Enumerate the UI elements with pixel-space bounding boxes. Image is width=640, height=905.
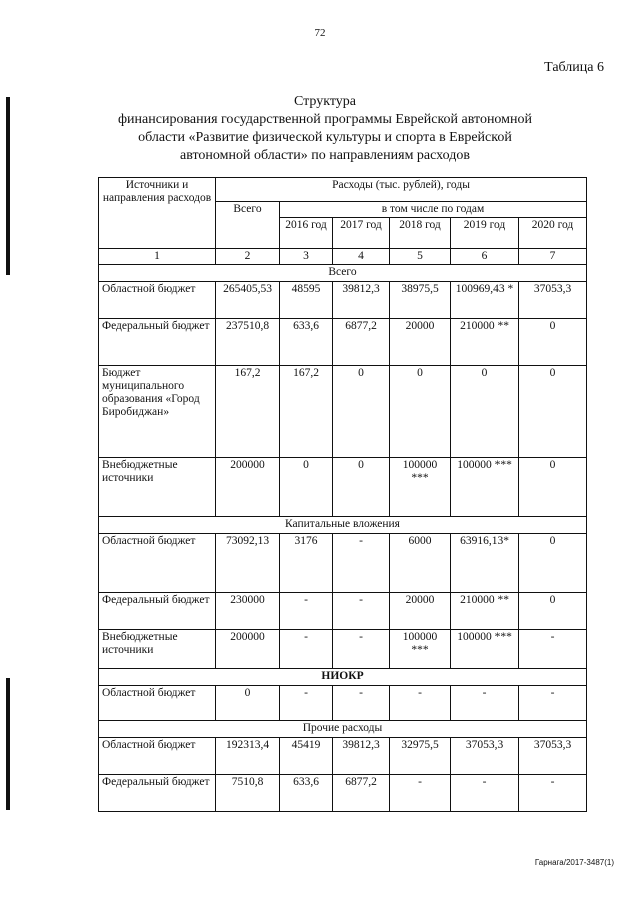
funding-source: Федеральный бюджет bbox=[99, 593, 216, 630]
amount-cell: - bbox=[280, 686, 333, 721]
amount-cell: 6877,2 bbox=[333, 775, 390, 812]
table-row bbox=[99, 738, 587, 775]
funding-source: Внебюджетные источники bbox=[99, 630, 216, 669]
amount-cell: 210000 ** bbox=[451, 319, 519, 366]
amount-cell: 38975,5 bbox=[390, 282, 451, 319]
amount-cell: 7510,8 bbox=[216, 775, 280, 812]
table-row bbox=[99, 630, 587, 669]
title-line: финансирования государственной программы Еврейской автономной bbox=[117, 112, 533, 127]
section-header-row bbox=[99, 721, 587, 738]
header-year: 2017 год bbox=[333, 218, 390, 249]
header-source-col: Источники и направления расходов bbox=[99, 178, 216, 249]
amount-cell: 37053,3 bbox=[519, 282, 587, 319]
document-title bbox=[60, 93, 590, 165]
title-line: Структура bbox=[293, 94, 357, 109]
column-number: 5 bbox=[390, 249, 451, 265]
amount-cell: 0 bbox=[280, 458, 333, 517]
table-row bbox=[99, 458, 587, 517]
section-header-row bbox=[99, 517, 587, 534]
amount-cell: 32975,5 bbox=[390, 738, 451, 775]
section-title: Капитальные вложения bbox=[99, 517, 587, 534]
amount-cell: 200000 bbox=[216, 458, 280, 517]
amount-cell: - bbox=[519, 775, 587, 812]
funding-source: Внебюджетные источники bbox=[99, 458, 216, 517]
header-by-years: в том числе по годам bbox=[280, 202, 587, 218]
header-row bbox=[99, 178, 587, 202]
column-number: 6 bbox=[451, 249, 519, 265]
amount-cell: - bbox=[390, 775, 451, 812]
amount-cell: 230000 bbox=[216, 593, 280, 630]
column-number: 3 bbox=[280, 249, 333, 265]
amount-cell: 0 bbox=[519, 534, 587, 593]
table-row bbox=[99, 282, 587, 319]
table-row bbox=[99, 534, 587, 593]
funding-source: Областной бюджет bbox=[99, 534, 216, 593]
header-year: 2016 год bbox=[280, 218, 333, 249]
amount-cell: 0 bbox=[216, 686, 280, 721]
funding-source: Областной бюджет bbox=[99, 686, 216, 721]
section-title: НИОКР bbox=[99, 669, 587, 686]
section-header-row bbox=[99, 669, 587, 686]
table-row bbox=[99, 319, 587, 366]
amount-cell: 0 bbox=[519, 458, 587, 517]
amount-cell: 0 bbox=[333, 458, 390, 517]
table-row bbox=[99, 775, 587, 812]
amount-cell: - bbox=[280, 630, 333, 669]
funding-source: Областной бюджет bbox=[99, 282, 216, 319]
amount-cell: 100000 *** bbox=[390, 630, 451, 669]
header-year: 2018 год bbox=[390, 218, 451, 249]
amount-cell: 167,2 bbox=[216, 366, 280, 458]
amount-cell: 6877,2 bbox=[333, 319, 390, 366]
header-year: 2020 год bbox=[519, 218, 587, 249]
amount-cell: 0 bbox=[519, 319, 587, 366]
amount-cell: 237510,8 bbox=[216, 319, 280, 366]
amount-cell: 45419 bbox=[280, 738, 333, 775]
column-number: 7 bbox=[519, 249, 587, 265]
amount-cell: 192313,4 bbox=[216, 738, 280, 775]
column-number: 4 bbox=[333, 249, 390, 265]
amount-cell: - bbox=[333, 686, 390, 721]
amount-cell: 0 bbox=[519, 366, 587, 458]
funding-source: Федеральный бюджет bbox=[99, 775, 216, 812]
amount-cell: 20000 bbox=[390, 593, 451, 630]
funding-source: Федеральный бюджет bbox=[99, 319, 216, 366]
amount-cell: 63916,13* bbox=[451, 534, 519, 593]
table-row bbox=[99, 686, 587, 721]
amount-cell: 20000 bbox=[390, 319, 451, 366]
amount-cell: 3176 bbox=[280, 534, 333, 593]
section-title: Всего bbox=[99, 265, 587, 282]
amount-cell: 48595 bbox=[280, 282, 333, 319]
margin-bar bbox=[6, 97, 10, 275]
amount-cell: - bbox=[333, 593, 390, 630]
title-line: автономной области» по направлениям расходов bbox=[180, 148, 470, 163]
amount-cell: 210000 ** bbox=[451, 593, 519, 630]
table-body bbox=[99, 265, 587, 812]
amount-cell: 39812,3 bbox=[333, 738, 390, 775]
amount-cell: 39812,3 bbox=[333, 282, 390, 319]
amount-cell: - bbox=[333, 630, 390, 669]
amount-cell: 100000 *** bbox=[451, 630, 519, 669]
column-number: 2 bbox=[216, 249, 280, 265]
amount-cell: 265405,53 bbox=[216, 282, 280, 319]
document-code: Гарнага/2017-3487(1) bbox=[534, 858, 614, 867]
financing-table bbox=[98, 177, 587, 812]
amount-cell: 167,2 bbox=[280, 366, 333, 458]
amount-cell: 0 bbox=[390, 366, 451, 458]
page-number: 72 bbox=[314, 27, 326, 39]
margin-bar bbox=[6, 678, 10, 810]
amount-cell: 73092,13 bbox=[216, 534, 280, 593]
funding-source: Областной бюджет bbox=[99, 738, 216, 775]
table-label: Таблица 6 bbox=[544, 60, 604, 75]
header-year: 2019 год bbox=[451, 218, 519, 249]
title-line: области «Развитие физической культуры и спорта в Еврейской bbox=[138, 130, 512, 145]
amount-cell: 0 bbox=[333, 366, 390, 458]
amount-cell: - bbox=[451, 686, 519, 721]
amount-cell: 200000 bbox=[216, 630, 280, 669]
amount-cell: 37053,3 bbox=[451, 738, 519, 775]
amount-cell: 633,6 bbox=[280, 775, 333, 812]
amount-cell: - bbox=[519, 686, 587, 721]
header-total: Всего bbox=[216, 202, 280, 249]
amount-cell: - bbox=[451, 775, 519, 812]
amount-cell: 37053,3 bbox=[519, 738, 587, 775]
table-row bbox=[99, 366, 587, 458]
amount-cell: - bbox=[390, 686, 451, 721]
amount-cell: 0 bbox=[451, 366, 519, 458]
amount-cell: 0 bbox=[519, 593, 587, 630]
table-row bbox=[99, 593, 587, 630]
amount-cell: 100000 *** bbox=[451, 458, 519, 517]
column-number-row bbox=[99, 249, 587, 265]
amount-cell: - bbox=[333, 534, 390, 593]
header-expenses: Расходы (тыс. рублей), годы bbox=[216, 178, 587, 202]
amount-cell: 633,6 bbox=[280, 319, 333, 366]
amount-cell: - bbox=[519, 630, 587, 669]
column-number: 1 bbox=[99, 249, 216, 265]
amount-cell: - bbox=[280, 593, 333, 630]
amount-cell: 6000 bbox=[390, 534, 451, 593]
amount-cell: 100969,43 * bbox=[451, 282, 519, 319]
section-title: Прочие расходы bbox=[99, 721, 587, 738]
section-header-row bbox=[99, 265, 587, 282]
funding-source: Бюджет муниципального образования «Город Биробиджан» bbox=[99, 366, 216, 458]
amount-cell: 100000 *** bbox=[390, 458, 451, 517]
